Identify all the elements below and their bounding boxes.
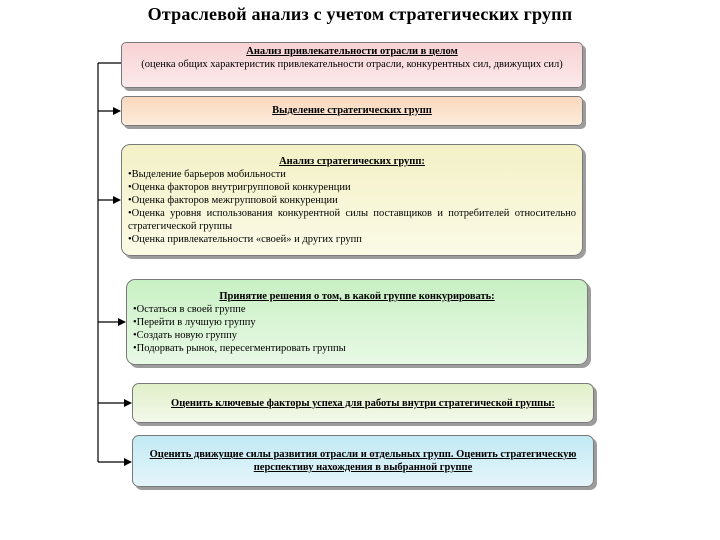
decision-list	[133, 303, 581, 355]
list-item: •Перейти в лучшую группу	[133, 317, 256, 328]
decision-heading: Принятие решения о том, в какой группе конкурировать:	[219, 291, 495, 302]
key-success-factors-heading: Оценить ключевые факторы успеха для работы внутри стратегической группы:	[171, 398, 555, 409]
group-analysis-heading: Анализ стратегических групп:	[279, 156, 425, 167]
group-selection-box	[121, 96, 583, 126]
key-success-factors-box	[132, 383, 594, 423]
decision-box	[126, 279, 588, 365]
industry-analysis-description: (оценка общих характеристик привлекательности отрасли, конкурентных сил, движущих сил)	[141, 59, 563, 70]
list-item: •Подорвать рынок, пересегментировать группы	[133, 343, 346, 354]
driving-forces-box	[132, 435, 594, 487]
list-item: •Создать новую группу	[133, 330, 237, 341]
list-item: •Выделение барьеров мобильности	[128, 169, 286, 180]
driving-forces-heading: Оценить движущие силы развития отрасли и отдельных групп. Оценить стратегическую перспективу нахождения в выбранной группе	[149, 449, 577, 473]
group-selection-heading: Выделение стратегических групп	[272, 105, 432, 116]
list-item: •Оценка факторов межгрупповой конкуренции	[128, 195, 338, 206]
list-item: •Оценка уровня использования конкурентной силы поставщиков и потребителей относительно стратегической группы	[128, 208, 576, 232]
list-item: •Оценка факторов внутригрупповой конкуренции	[128, 182, 351, 193]
page-title: Отраслевой анализ с учетом стратегических групп	[147, 4, 573, 24]
group-analysis-box	[121, 144, 583, 256]
list-item: •Оценка привлекательности «своей» и других групп	[128, 234, 362, 245]
list-item: •Остаться в своей группе	[133, 304, 246, 315]
industry-analysis-heading: Анализ привлекательности отрасли в целом	[246, 46, 458, 57]
industry-analysis-box	[121, 42, 583, 88]
group-analysis-list	[128, 168, 576, 246]
